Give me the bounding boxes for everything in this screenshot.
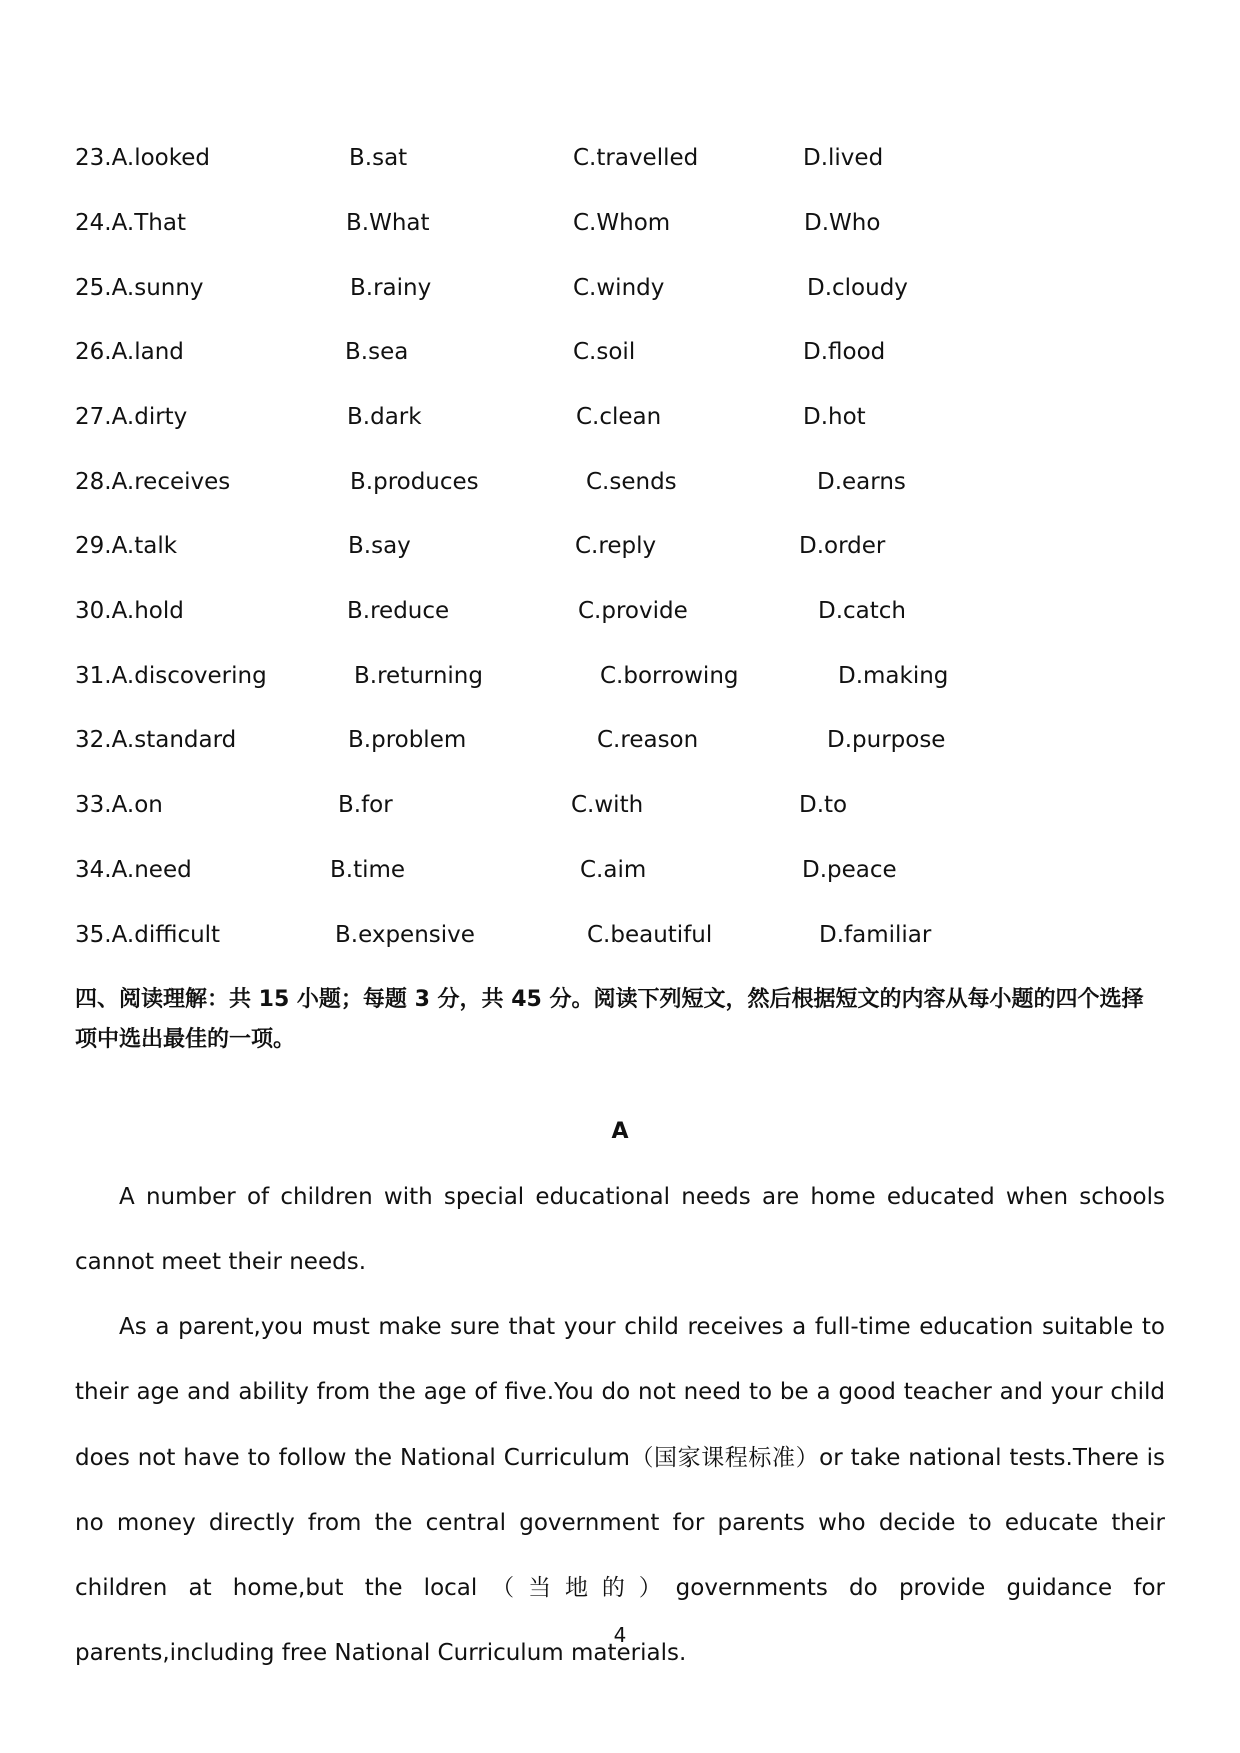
- option-d: D.earns: [817, 469, 906, 495]
- option-c: C.aim: [580, 857, 647, 883]
- option-a: 30.A.hold: [75, 598, 184, 624]
- option-b: B.rainy: [350, 275, 432, 301]
- option-b: B.What: [346, 210, 430, 236]
- question-row-25: [0, 268, 1240, 308]
- option-d: D.to: [799, 792, 848, 818]
- option-a: 26.A.land: [75, 339, 184, 365]
- option-b: B.problem: [348, 727, 467, 753]
- option-c: C.sends: [586, 469, 677, 495]
- option-b: B.sat: [349, 145, 408, 171]
- option-b: B.time: [330, 857, 406, 883]
- question-row-30: [0, 591, 1240, 631]
- question-row-32: [0, 720, 1240, 760]
- option-c: C.reply: [575, 533, 657, 559]
- option-a: 28.A.receives: [75, 469, 231, 495]
- passage-paragraph: As a parent,you must make sure that your child receives a full-time education suitable to their age and ability from the age of five.You do not need to be a good teacher and your child does not have to follow the National Curriculum（国家课程标准）or take national tests.There is no money directly from the central government for parents who decide to educate their children at home,but the local（当地的）governments do provide guidance for parents,including free National Curriculum materials.: [75, 1314, 1165, 1667]
- question-row-24: [0, 203, 1240, 243]
- option-d: D.peace: [802, 857, 897, 883]
- option-a: 29.A.talk: [75, 533, 178, 559]
- section-heading: 四、阅读理解：共 15 小题；每题 3 分，共 45 分。阅读下列短文，然后根据短文的内容从每小题的四个选择项中选出最佳的一项。: [75, 987, 1144, 1052]
- option-d: D.making: [838, 663, 949, 689]
- question-row-31: [0, 656, 1240, 696]
- option-b: B.reduce: [347, 598, 450, 624]
- option-c: C.Whom: [573, 210, 671, 236]
- option-d: D.catch: [818, 598, 907, 624]
- option-a: 34.A.need: [75, 857, 192, 883]
- option-d: D.order: [799, 533, 886, 559]
- option-c: C.with: [571, 792, 644, 818]
- option-a: 27.A.dirty: [75, 404, 188, 430]
- option-d: D.purpose: [827, 727, 946, 753]
- option-a: 31.A.discovering: [75, 663, 267, 689]
- option-a: 25.A.sunny: [75, 275, 204, 301]
- option-c: C.beautiful: [587, 922, 713, 948]
- option-c: C.provide: [578, 598, 688, 624]
- question-row-23: [0, 138, 1240, 178]
- passage-paragraph: A number of children with special educational needs are home educated when schools cannot meet their needs.: [75, 1184, 1165, 1276]
- option-a: 23.A.looked: [75, 145, 211, 171]
- question-row-33: [0, 785, 1240, 825]
- option-c: C.soil: [573, 339, 636, 365]
- option-b: B.for: [338, 792, 393, 818]
- option-a: 35.A.difficult: [75, 922, 221, 948]
- option-b: B.say: [348, 533, 411, 559]
- option-b: B.expensive: [335, 922, 475, 948]
- option-c: C.windy: [573, 275, 665, 301]
- passage-letter: A: [611, 1119, 629, 1144]
- option-b: B.produces: [350, 469, 479, 495]
- page-number: 4: [613, 1623, 627, 1647]
- question-row-35: [0, 915, 1240, 955]
- option-c: C.travelled: [573, 145, 699, 171]
- option-c: C.borrowing: [600, 663, 739, 689]
- option-a: 33.A.on: [75, 792, 163, 818]
- option-b: B.dark: [347, 404, 422, 430]
- option-a: 32.A.standard: [75, 727, 237, 753]
- option-b: B.returning: [354, 663, 483, 689]
- option-d: D.lived: [803, 145, 884, 171]
- option-d: D.Who: [804, 210, 881, 236]
- option-d: D.cloudy: [807, 275, 908, 301]
- question-row-34: [0, 850, 1240, 890]
- option-d: D.flood: [803, 339, 886, 365]
- option-b: B.sea: [345, 339, 409, 365]
- option-d: D.familiar: [819, 922, 932, 948]
- question-row-27: [0, 397, 1240, 437]
- option-a: 24.A.That: [75, 210, 186, 236]
- option-c: C.clean: [576, 404, 662, 430]
- question-row-26: [0, 332, 1240, 372]
- question-row-29: [0, 526, 1240, 566]
- option-c: C.reason: [597, 727, 699, 753]
- option-d: D.hot: [803, 404, 866, 430]
- question-row-28: [0, 462, 1240, 502]
